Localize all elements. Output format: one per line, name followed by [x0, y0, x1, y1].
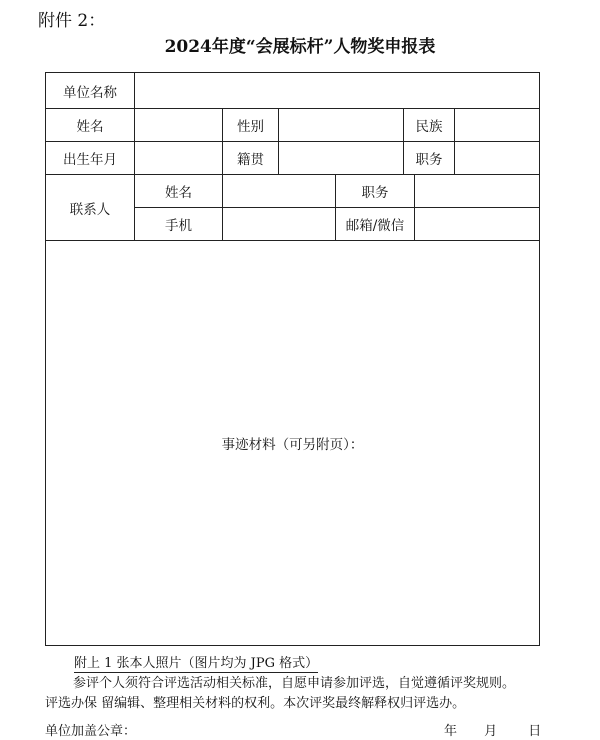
- position-label: 职务: [404, 142, 455, 174]
- contact-position-label: 职务: [336, 175, 415, 207]
- gender-field[interactable]: [279, 109, 404, 142]
- native-field[interactable]: [279, 142, 404, 175]
- contact-name-field[interactable]: [223, 175, 336, 208]
- email-label: 邮箱/微信: [336, 208, 415, 240]
- page-title: 2024年度“会展标杆”人物奖申报表: [164, 37, 436, 57]
- ethnicity-cell[interactable]: [404, 109, 540, 142]
- unit-name-field[interactable]: [135, 73, 540, 109]
- position-cell[interactable]: [404, 142, 540, 175]
- email-cell[interactable]: [336, 208, 540, 241]
- seal-label: 单位加盖公章：: [45, 724, 137, 739]
- name-label: 姓名: [46, 109, 135, 142]
- contact-position-field[interactable]: [415, 175, 539, 207]
- birth-field[interactable]: [135, 142, 223, 175]
- application-form: [45, 72, 540, 646]
- birth-label: 出生年月: [46, 142, 135, 175]
- contact-label: 联系人: [46, 175, 135, 241]
- gender-label: 性别: [223, 109, 279, 142]
- declaration-line-2: 评选办保 留编辑、整理相关材料的权利。本次评奖最终解释权归评选办。: [45, 696, 466, 711]
- email-field[interactable]: [415, 208, 539, 240]
- phone-field[interactable]: [223, 208, 336, 241]
- phone-label: 手机: [135, 208, 223, 241]
- unit-name-label: 单位名称: [46, 73, 135, 109]
- day-label: 日: [528, 724, 542, 739]
- contact-position-cell[interactable]: [336, 175, 540, 208]
- story-label: 事迹材料（可另附页）：: [221, 437, 364, 453]
- ethnicity-field[interactable]: [455, 109, 539, 141]
- story-area[interactable]: [46, 241, 540, 646]
- contact-name-label: 姓名: [135, 175, 223, 208]
- year-label: 年: [444, 724, 458, 739]
- declaration: [45, 674, 565, 714]
- native-label: 籍贯: [223, 142, 279, 175]
- position-field[interactable]: [455, 142, 539, 174]
- ethnicity-label: 民族: [404, 109, 455, 141]
- attachment-label: 附件 2：: [38, 11, 106, 31]
- month-label: 月: [484, 724, 498, 739]
- declaration-line-1: 参评个人须符合评选活动相关标准，自愿申请参加评选，自觉遵循评奖规则。: [73, 676, 516, 691]
- date-line: [444, 720, 541, 739]
- photo-note: 附上 1 张本人照片（图片均为 JPG 格式）: [74, 652, 318, 673]
- name-field[interactable]: [135, 109, 223, 142]
